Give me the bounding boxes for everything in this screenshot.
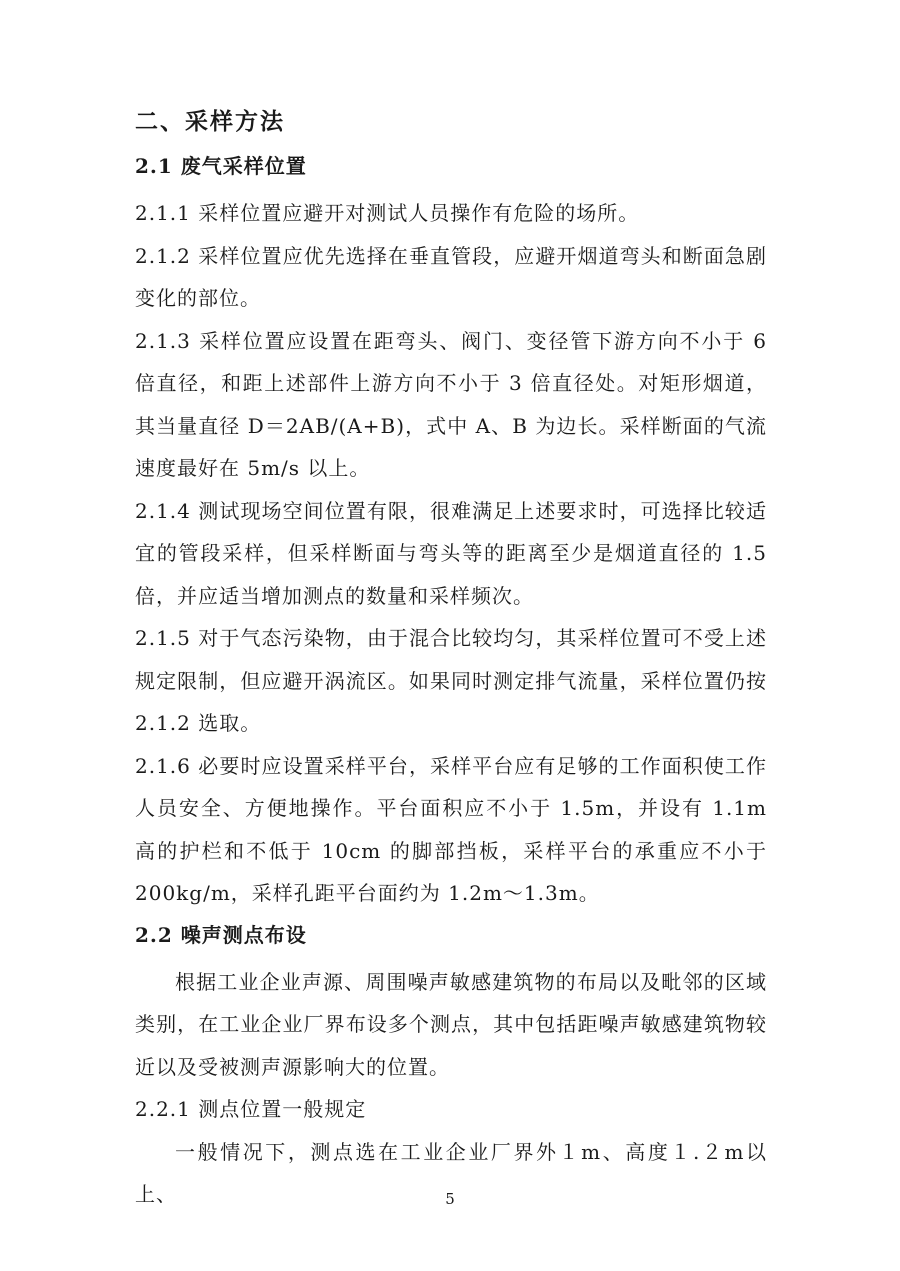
- paragraph-2-1-5: 2.1.5 对于气态污染物，由于混合比较均匀，其采样位置可不受上述规定限制，但应避开涡流区。如果同时测定排气流量，采样位置仍按 2.1.2 选取。: [135, 626, 767, 735]
- paragraph-2-1-6: 2.1.6 必要时应设置采样平台，采样平台应有足够的工作面积使工作人员安全、方便地操作。平台面积应不小于 1.5m，并设有 1.1m 高的护栏和不低于 10cm 的脚部挡板，采样平台的承重应不小于 200kg/m，采样孔距平台面约为 1.2m～1.3m。: [135, 753, 767, 905]
- heading-2-1: 2.1 废气采样位置: [135, 154, 307, 178]
- paragraph-2-1-4: 2.1.4 测试现场空间位置有限，很难满足上述要求时，可选择比较适宜的管段采样，但采样断面与弯头等的距离至少是烟道直径的 1.5 倍，并应适当增加测点的数量和采样频次。: [135, 498, 767, 608]
- paragraph-2-1-1: 2.1.1 采样位置应避开对测试人员操作有危险的场所。: [135, 201, 640, 225]
- section-title: 二、采样方法: [135, 108, 285, 135]
- paragraph-2-1-2: 2.1.2 采样位置应优先选择在垂直管段，应避开烟道弯头和断面急剧变化的部位。: [135, 243, 767, 310]
- paragraph-2-1-3: 2.1.3 采样位置应设置在距弯头、阀门、变径管下游方向不小于 6 倍直径，和距上述部件上游方向不小于 3 倍直径处。对矩形烟道，其当量直径 D＝2AB/(A+B)，式中 A、B 为边长。采样断面的气流速度最好在 5m/s 以上。: [135, 328, 767, 480]
- paragraph-2-2-intro: 根据工业企业声源、周围噪声敏感建筑物的布局以及毗邻的区域类别，在工业企业厂界布设多个测点，其中包括距噪声敏感建筑物较近以及受被测声源影响大的位置。: [135, 969, 767, 1079]
- document-body: [135, 104, 767, 1216]
- paragraph-2-2-1-body: 一般情况下，测点选在工业企业厂界外１m、高度１.２m以上、: [135, 1139, 767, 1206]
- page-number: 5: [445, 1190, 455, 1208]
- heading-2-2: 2.2 噪声测点布设: [135, 922, 307, 947]
- subheading-2-2-1: 2.2.1 测点位置一般规定: [135, 1097, 367, 1121]
